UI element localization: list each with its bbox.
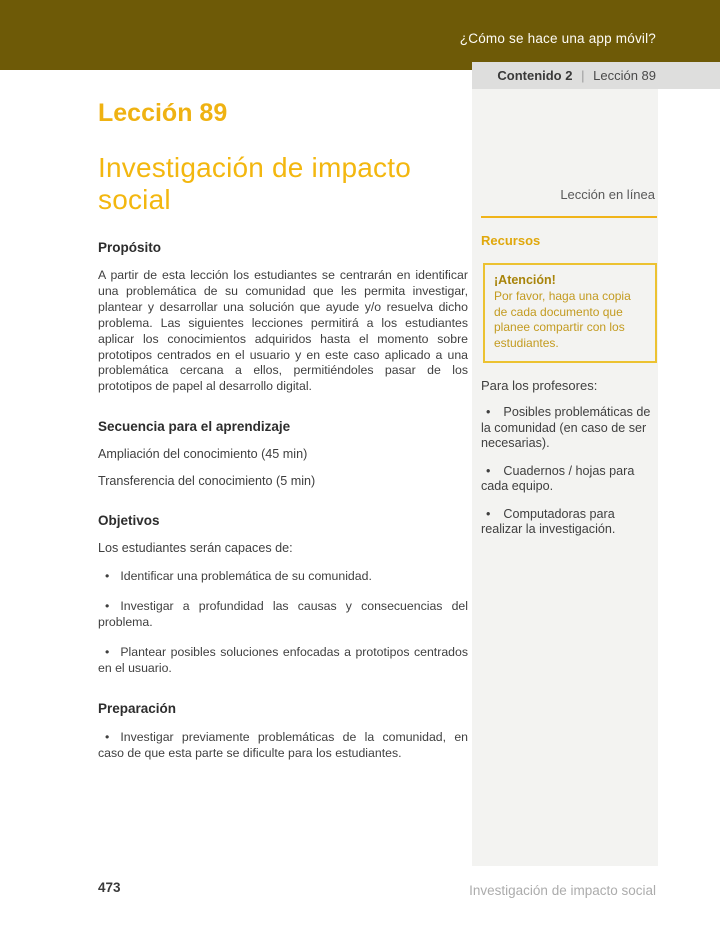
lesson-mode-label: Lección en línea [560,187,655,202]
footer-doc-title: Investigación de impacto social [469,883,656,898]
teachers-intro: Para los profesores: [481,378,598,393]
main-column [98,0,468,762]
resource-item-label: Computadoras para realizar la investigación. [481,506,616,536]
strip-lesson-label: Lección 89 [593,68,656,83]
secuencia-item: Ampliación del conocimiento (45 min) [98,447,308,462]
breadcrumb-separator: | [581,68,585,83]
resource-item-label: Cuadernos / hojas para cada equipo. [481,463,635,493]
attention-body: Por favor, haga una copia de cada documento que planee compartir con los estudiantes. [494,289,631,350]
bullet-icon: • [105,644,110,659]
bullet-icon: • [105,599,110,614]
breadcrumb [497,68,656,83]
lesson-number-heading: Lección 89 [98,99,228,127]
book-title: ¿Cómo se hace una app móvil? [459,31,656,46]
section-heading-secuencia: Secuencia para el aprendizaje [98,419,291,435]
attention-title: ¡Atención! [494,273,556,287]
gold-divider [481,216,657,218]
bullet-icon: • [486,405,491,419]
bullet-icon: • [105,569,110,584]
resource-item [481,464,652,495]
objective-item-label: Plantear posibles soluciones enfocadas a prototipos centrados en el usuario. [98,644,468,675]
sidebar [472,89,658,866]
lesson-title: Investigación de impacto social [98,152,411,215]
attention-box [483,263,657,363]
content-label: Contenido 2 [497,68,573,83]
resource-item-label: Posibles problemáticas de la comunidad (en caso de ser necesarias). [481,405,651,450]
section-heading-objetivos: Objetivos [98,513,160,529]
bullet-icon: • [105,729,110,744]
resource-item [481,507,652,538]
objetivos-intro: Los estudiantes serán capaces de: [98,541,293,556]
footer-page-number: 473 [98,880,121,895]
objective-item [98,569,468,585]
bullet-icon: • [486,506,491,521]
section-heading-preparacion: Preparación [98,700,177,716]
bullet-icon: • [486,463,491,478]
content-strip [472,62,720,89]
objective-item [98,645,468,677]
objective-item-label: Identificar una problemática de su comunidad. [120,569,372,584]
secuencia-item: Transferencia del conocimiento (5 min) [98,474,316,489]
resource-item [481,405,652,452]
resources-heading: Recursos [481,233,541,248]
objective-item-label: Investigar a profundidad las causas y consecuencias del problema. [98,599,468,630]
preparacion-item [98,730,468,762]
preparacion-item-label: Investigar previamente problemáticas de la comunidad, en caso de que esta parte se dificulte para los estudiantes. [98,729,468,760]
objective-item [98,599,468,631]
section-heading-proposito: Propósito [98,240,161,255]
proposito-body: A partir de esta lección los estudiantes se centrarán en identificar una problemática de su comunidad que les permita investigar, plantear y desarrollar una solución que ayude y/o resuelva dicho problema. Las siguientes lecciones permitirá a los estudiantes aplicar los conocimientos adquiridos hasta el momento sobre prototipos centrados en el usuario y en este caso aplicado a una problemática cercana a ellos, permitiéndoles pasar de los prototipos de papel al desarrollo digital. [98,268,468,394]
